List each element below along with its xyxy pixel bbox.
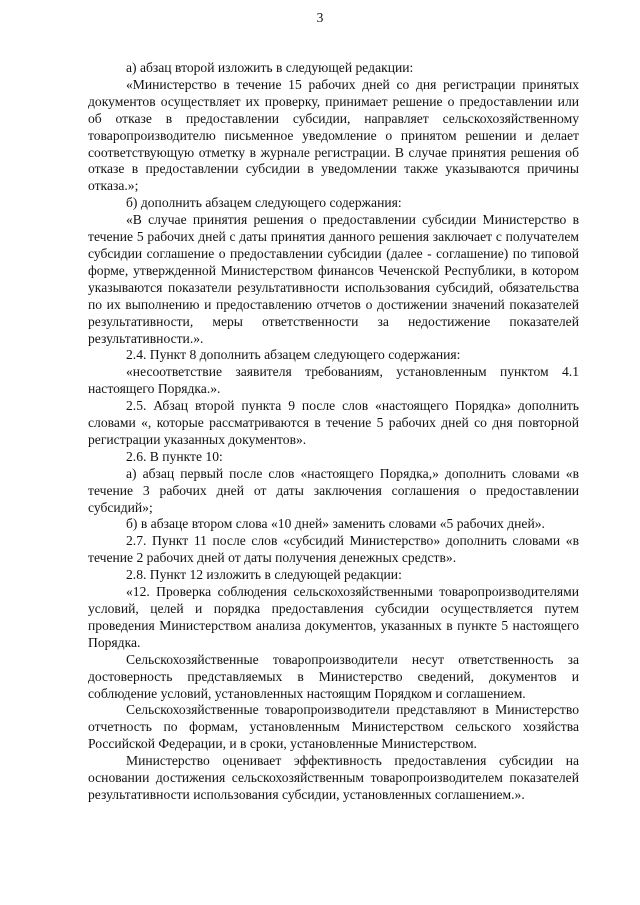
paragraph: 2.5. Абзац второй пункта 9 после слов «настоящего Порядка» дополнить словами «, которые рассматриваются в течение 5 рабочих дней со дня повторной регистрации указанных документов».	[88, 398, 579, 447]
paragraph: «12. Проверка соблюдения сельскохозяйственными товаропроизводителями условий, целей и порядка предоставления субсидии осуществляется путем проведения Министерством анализа документов, указанных в пункте 5 настоящего Порядка.	[88, 584, 579, 650]
paragraph: «Министерство в течение 15 рабочих дней со дня регистрации принятых документов осуществляет их проверку, принимает решение о предоставлении или об отказе в предоставлении субсидии, направляет сельскохозяйственному товаропроизводителю письменное уведомление о принятом решении и делает соответствующую отметку в журнале регистрации. В случае принятия решения об отказе в предоставлении субсидии в уведомлении также указываются причины отказа.»;	[88, 76, 579, 194]
paragraph: 2.7. Пункт 11 после слов «субсидий Министерство» дополнить словами «в течение 2 рабочих дней от даты получения денежных средств».	[88, 533, 579, 566]
paragraph: Министерство оценивает эффективность предоставления субсидии на основании достижения сельскохозяйственным товаропроизводителем показателей результативности использования субсидии, установленных соглашением.».	[88, 753, 579, 802]
paragraph: а) абзац первый после слов «настоящего Порядка,» дополнить словами «в течение 3 рабочих дней от даты заключения соглашения о предоставлении субсидий»;	[88, 465, 579, 515]
paragraph: б) в абзаце втором слова «10 дней» заменить словами «5 рабочих дней».	[126, 516, 545, 532]
paragraph: 2.8. Пункт 12 изложить в следующей редакции:	[126, 567, 402, 583]
paragraph: а) абзац второй изложить в следующей редакции:	[126, 60, 414, 75]
paragraph: Сельскохозяйственные товаропроизводители представляют в Министерство отчетность по формам, установленным Министерством сельского хозяйства Российской Федерации, и в сроки, установленные Министерством.	[88, 702, 579, 752]
document-body	[88, 60, 579, 804]
paragraph: 2.4. Пункт 8 дополнить абзацем следующего содержания:	[126, 347, 461, 363]
paragraph: 2.6. В пункте 10:	[126, 448, 223, 464]
page-number: 3	[316, 10, 324, 25]
paragraph: «В случае принятия решения о предоставлении субсидии Министерство в течение 5 рабочих дней с даты принятия данного решения заключает с получателем субсидии соглашение о предоставлении субсидии (далее - соглашение) по типовой форме, утвержденной Министерством финансов Чеченской Республики, в котором указываются показатели результативности использования субсидий, обязательства по их выполнению и предоставлению отчетов о достижении значений показателей результативности, меры ответственности за недостижение показателей результативности.».	[88, 212, 579, 346]
paragraph: «несоответствие заявителя требованиям, установленным пунктом 4.1 настоящего Порядка.».	[88, 364, 579, 397]
paragraph: б) дополнить абзацем следующего содержания:	[126, 195, 402, 211]
paragraph: Сельскохозяйственные товаропроизводители несут ответственность за достоверность представляемых в Министерство сведений, документов и соблюдение условий, установленных настоящим Порядком и соглашением.	[88, 651, 579, 701]
